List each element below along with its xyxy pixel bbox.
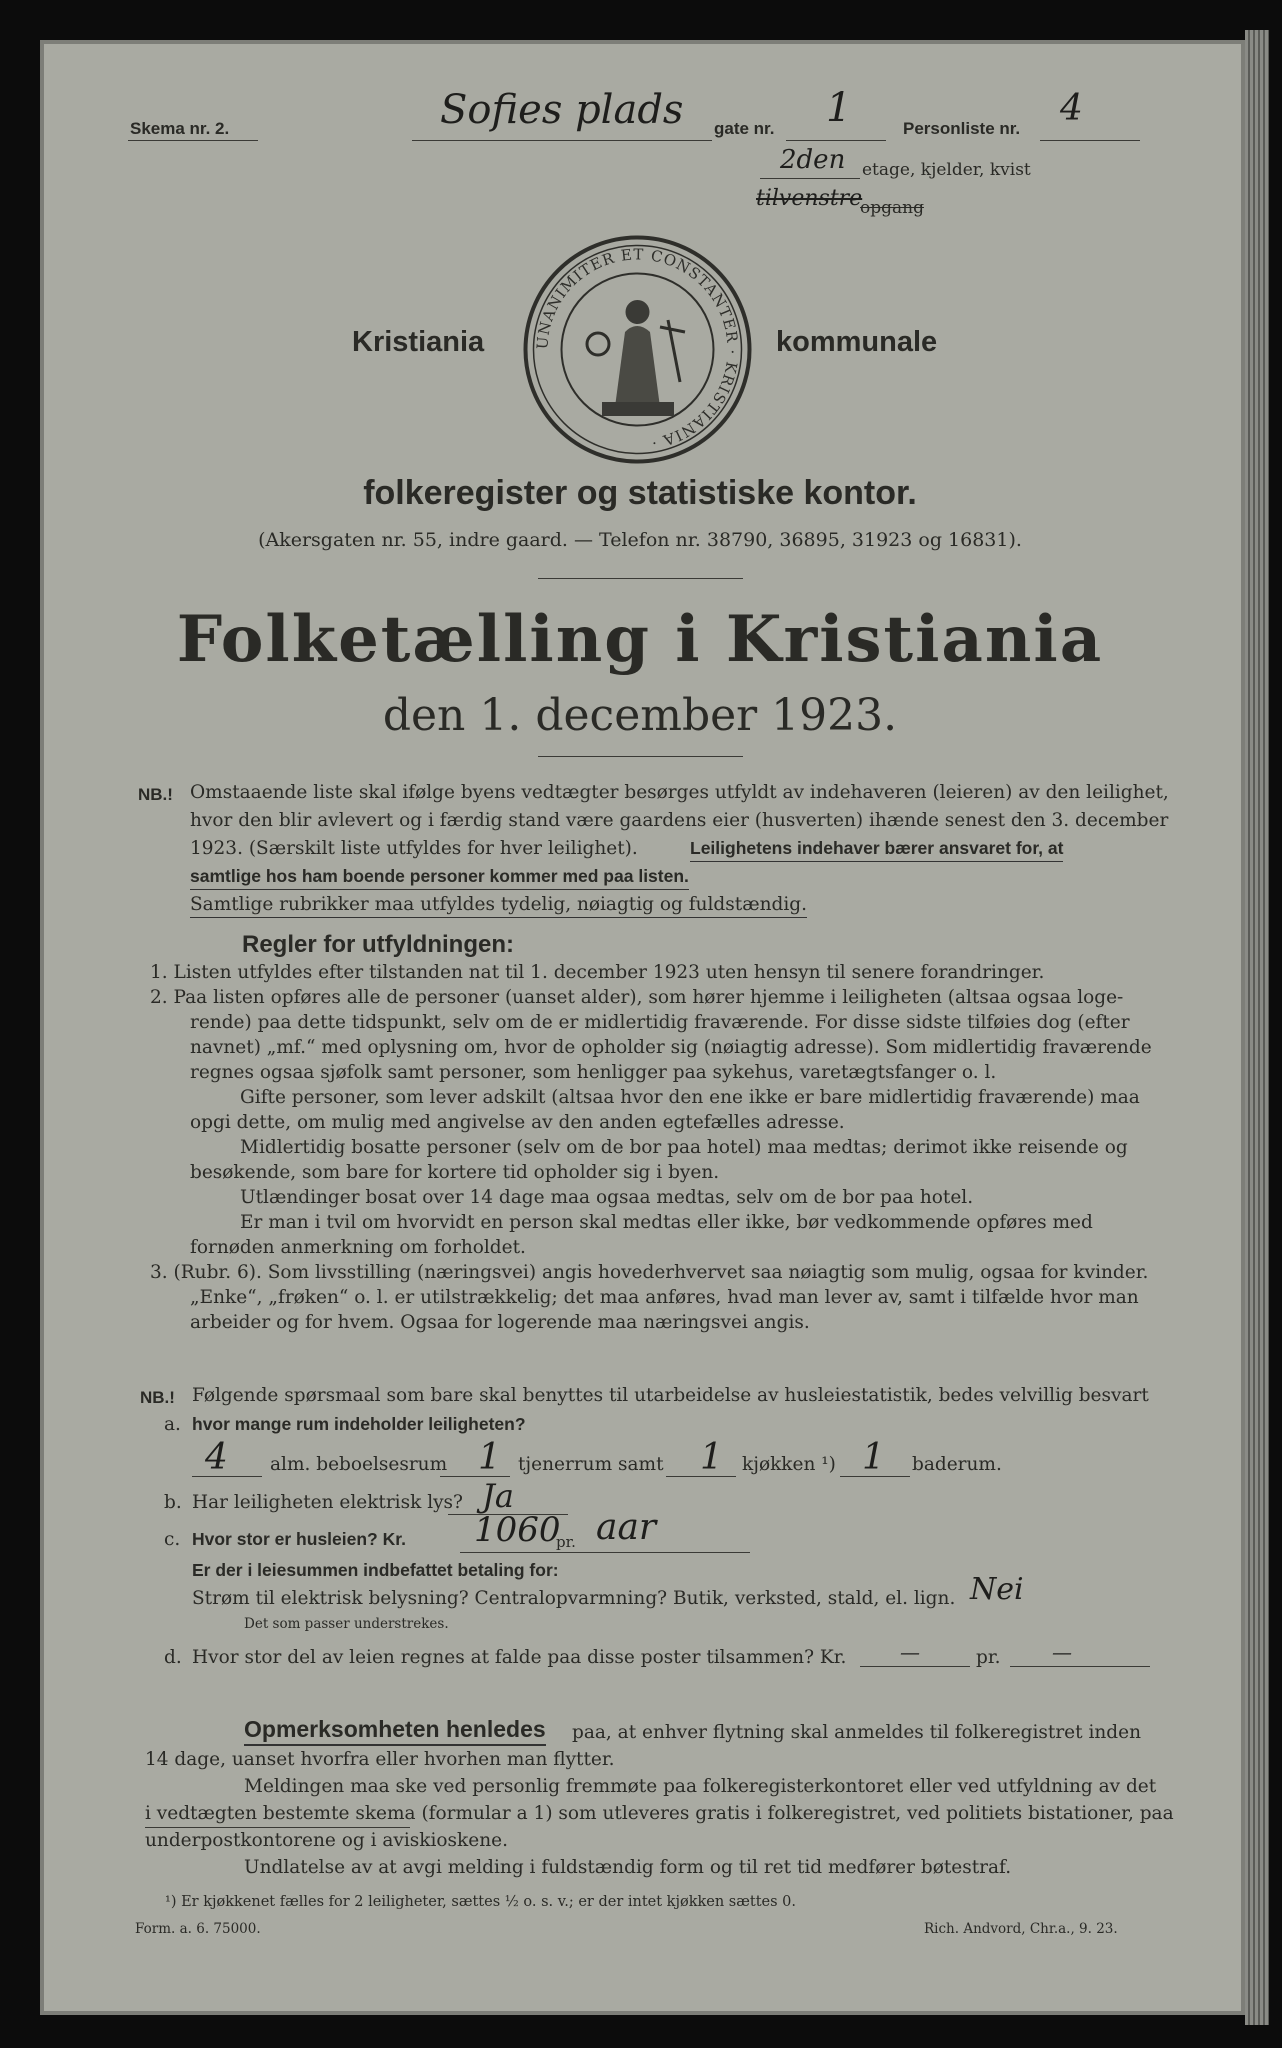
question-a-label: a. bbox=[164, 1414, 181, 1435]
kitchen-line bbox=[666, 1476, 736, 1477]
question-d-pr-line bbox=[1010, 1666, 1150, 1667]
rule-line: regnes ogsaa sjøfolk samt personer, som henligger paa sykehus, varetægtsfanger o. l. bbox=[190, 1062, 997, 1083]
rule-line: 1. Listen utfyldes efter tilstanden nat til 1. december 1923 uten hensyn til senere forandringer. bbox=[150, 962, 1045, 983]
attention-line: paa, at enhver flytning skal anmeldes til folkeregistret inden bbox=[572, 1722, 1141, 1743]
gate-label: gate nr. bbox=[714, 119, 775, 138]
skema-underline bbox=[128, 140, 258, 141]
divider-top bbox=[538, 578, 743, 579]
divider-bottom bbox=[538, 756, 743, 757]
attention-line: 14 dage, uanset hvorfra eller hvorhen man flytter. bbox=[145, 1749, 615, 1770]
rule-line: 3. (Rubr. 6). Som livsstilling (næringsvei) angis hovederhvervet saa nøiagtig som mulig, ogsaa for kvinder. bbox=[150, 1262, 1149, 1283]
question-c-label: c. bbox=[164, 1529, 181, 1550]
rent-line bbox=[460, 1552, 750, 1553]
question-c-note: Det som passer understrekes. bbox=[244, 1616, 449, 1632]
kitchen-handwritten: 1 bbox=[700, 1437, 723, 1478]
rule-line: Gifte personer, som lever adskilt (altsaa hvor den ene ikke er bare midlertidig fraværende) maa bbox=[240, 1087, 1140, 1108]
svg-text:UNANIMITER ET CONSTANTER · KRI: UNANIMITER ET CONSTANTER · KRISTIANIA · bbox=[533, 245, 742, 453]
question-c-items: Strøm til elektrisk belysning? Centralopvarmning? Butik, verksted, stald, el. lign. bbox=[192, 1588, 956, 1609]
attention-heading: Opmerksomheten henledes bbox=[244, 1714, 546, 1746]
question-b-answer: Ja bbox=[482, 1477, 514, 1515]
attention-line: Meldingen maa ske ved personlig fremmøte paa folkeregisterkontoret eller ved utfyldning av det bbox=[244, 1776, 1157, 1797]
attention-underline bbox=[145, 1827, 410, 1828]
etage-line bbox=[760, 178, 860, 179]
bath-label: baderum. bbox=[912, 1454, 1002, 1475]
footnote: ¹) Er kjøkkenet fælles for 2 leiligheter, sættes ½ o. s. v.; er der intet kjøkken sættes 0. bbox=[165, 1894, 796, 1910]
attention-line: underpostkontorene og i aviskioskene. bbox=[145, 1830, 508, 1851]
personliste-label: Personliste nr. bbox=[903, 119, 1021, 138]
nb1-line-3b: Leilighetens indehaver bærer ansvaret for, at bbox=[690, 836, 1063, 862]
bath-handwritten: 1 bbox=[862, 1437, 885, 1478]
nb1-line-4: samtlige hos ham boende personer kommer med paa listen. bbox=[190, 864, 689, 890]
bath-line bbox=[840, 1476, 910, 1477]
rule-line: arbeider og for hvem. Ogsaa for logerende maa næringsvei angis. bbox=[190, 1312, 810, 1333]
question-b-label: b. bbox=[164, 1492, 182, 1513]
nb1-line-5: Samtlige rubrikker maa utfyldes tydelig, nøiagtig og fuldstændig. bbox=[190, 892, 807, 918]
attention-line: i vedtægten bestemte skema (formular a 1) som utleveres gratis i folkeregistret, ved politiets bistationer, paa bbox=[145, 1803, 1174, 1824]
question-d-pr-label: pr. bbox=[976, 1647, 1001, 1668]
rooms-label: alm. beboelsesrum bbox=[270, 1454, 448, 1475]
personliste-line bbox=[1040, 140, 1140, 141]
rule-line: navnet) „mf.“ med oplysning om, hvor de opholder sig (nøiagtig adresse). Som midlertidig fraværende bbox=[190, 1037, 1152, 1058]
rule-line: „Enke“, „frøken“ o. l. er utilstrækkelig; det maa anføres, hvad man lever av, samt i tilfælde hvor man bbox=[190, 1287, 1139, 1308]
nb2-label: NB.! bbox=[140, 1388, 175, 1407]
rent-per-label: pr. bbox=[556, 1533, 576, 1551]
rules-heading: Regler for utfyldningen: bbox=[242, 931, 514, 958]
question-a: hvor mange rum indeholder leiligheten? bbox=[192, 1414, 526, 1434]
street-line bbox=[412, 140, 712, 141]
rooms-handwritten: 4 bbox=[205, 1437, 228, 1478]
rule-line: Midlertidig bosatte personer (selv om de bor paa hotel) maa medtas; derimot ikke reisende og bbox=[240, 1137, 1128, 1158]
nb1-line-1: Omstaaende liste skal ifølge byens vedtægter besørges utfyldt av indehaveren (leieren) av den leilighet, bbox=[190, 782, 1169, 803]
rule-line: opgi dette, om mulig med angivelse av den anden egtefælles adresse. bbox=[190, 1112, 845, 1133]
nb2-intro: Følgende spørsmaal som bare skal benyttes til utarbeidelse av husleiestatistik, bedes velvillig besvart bbox=[192, 1385, 1149, 1406]
servant-rooms-handwritten: 1 bbox=[478, 1437, 501, 1478]
skema-label: Skema nr. 2. bbox=[130, 119, 230, 138]
office-right-word: kommunale bbox=[776, 326, 938, 358]
nb1-line-3a: 1923. (Særskilt liste utfyldes for hver leilighet). bbox=[190, 838, 638, 859]
opgang-label: opgang bbox=[860, 198, 924, 218]
question-c-items-answer: Nei bbox=[970, 1572, 1024, 1607]
office-address: (Akersgaten nr. 55, indre gaard. — Telefon nr. 38790, 36895, 31923 og 16831). bbox=[258, 529, 1022, 551]
rule-line: fornøden anmerkning om forholdet. bbox=[190, 1237, 526, 1258]
attention-line: Undlatelse av at avgi melding i fuldstændig form og til ret tid medfører bøtestraf. bbox=[244, 1857, 1012, 1878]
gate-nr-line bbox=[786, 140, 886, 141]
question-d-pr: — bbox=[1052, 1640, 1072, 1664]
rent-period-handwritten: aar bbox=[596, 1507, 657, 1548]
personliste-nr-handwritten: 4 bbox=[1060, 88, 1083, 129]
census-date: den 1. december 1923. bbox=[382, 690, 898, 741]
printer-credit: Rich. Andvord, Chr.a., 9. 23. bbox=[924, 1921, 1118, 1937]
kitchen-label: kjøkken ¹) bbox=[742, 1454, 836, 1475]
question-c-sub: Er der i leiesummen indbefattet betaling for: bbox=[192, 1560, 559, 1580]
gate-nr-handwritten: 1 bbox=[826, 85, 852, 131]
opgang-handwritten: tilvenstre bbox=[756, 186, 863, 211]
rule-line: rende) paa dette tidspunkt, selv om de er midlertidig fraværende. For disse sidste tilføies dog (efter bbox=[190, 1012, 1130, 1033]
rule-line: Utlændinger bosat over 14 dage maa ogsaa medtas, selv om de bor paa hotel. bbox=[240, 1187, 974, 1208]
rule-line: Er man i tvil om hvorvidt en person skal medtas eller ikke, bør vedkommende opføres med bbox=[240, 1212, 1093, 1233]
question-b: Har leiligheten elektrisk lys? bbox=[192, 1492, 463, 1513]
servant-rooms-label: tjenerrum samt bbox=[518, 1454, 664, 1475]
street-handwritten: Sofies plads bbox=[440, 87, 684, 133]
city-seal-emblem bbox=[520, 232, 755, 467]
office-left-word: Kristiania bbox=[352, 326, 485, 358]
stacked-page-edges bbox=[1245, 30, 1269, 2025]
question-c: Hvor stor er husleien? Kr. bbox=[192, 1529, 406, 1549]
office-name: folkeregister og statistiske kontor. bbox=[363, 474, 917, 512]
etage-handwritten: 2den bbox=[780, 145, 846, 175]
nb1-line-2: hvor den blir avlevert og i færdig stand være gaardens eier (husverten) ihænde senest den 3. december bbox=[190, 810, 1169, 831]
question-d-kr: — bbox=[900, 1640, 920, 1664]
question-d-kr-line bbox=[860, 1666, 970, 1667]
question-d-label: d. bbox=[164, 1647, 182, 1668]
rooms-line bbox=[192, 1476, 262, 1477]
rent-amount-handwritten: 1060 bbox=[474, 1510, 561, 1550]
etage-label: etage, kjelder, kvist bbox=[862, 160, 1031, 180]
form-number: Form. a. 6. 75000. bbox=[135, 1921, 261, 1937]
rule-line: besøkende, som bare for kortere tid opholder sig i byen. bbox=[190, 1162, 720, 1183]
rule-line: 2. Paa listen opføres alle de personer (uanset alder), som hører hjemme i leiligheten (altsaa ogsaa loge- bbox=[150, 987, 1124, 1008]
census-title: Folketælling i Kristiania bbox=[176, 602, 1104, 677]
nb1-label: NB.! bbox=[138, 785, 173, 804]
question-d: Hvor stor del av leien regnes at falde paa disse poster tilsammen? Kr. bbox=[192, 1647, 847, 1668]
